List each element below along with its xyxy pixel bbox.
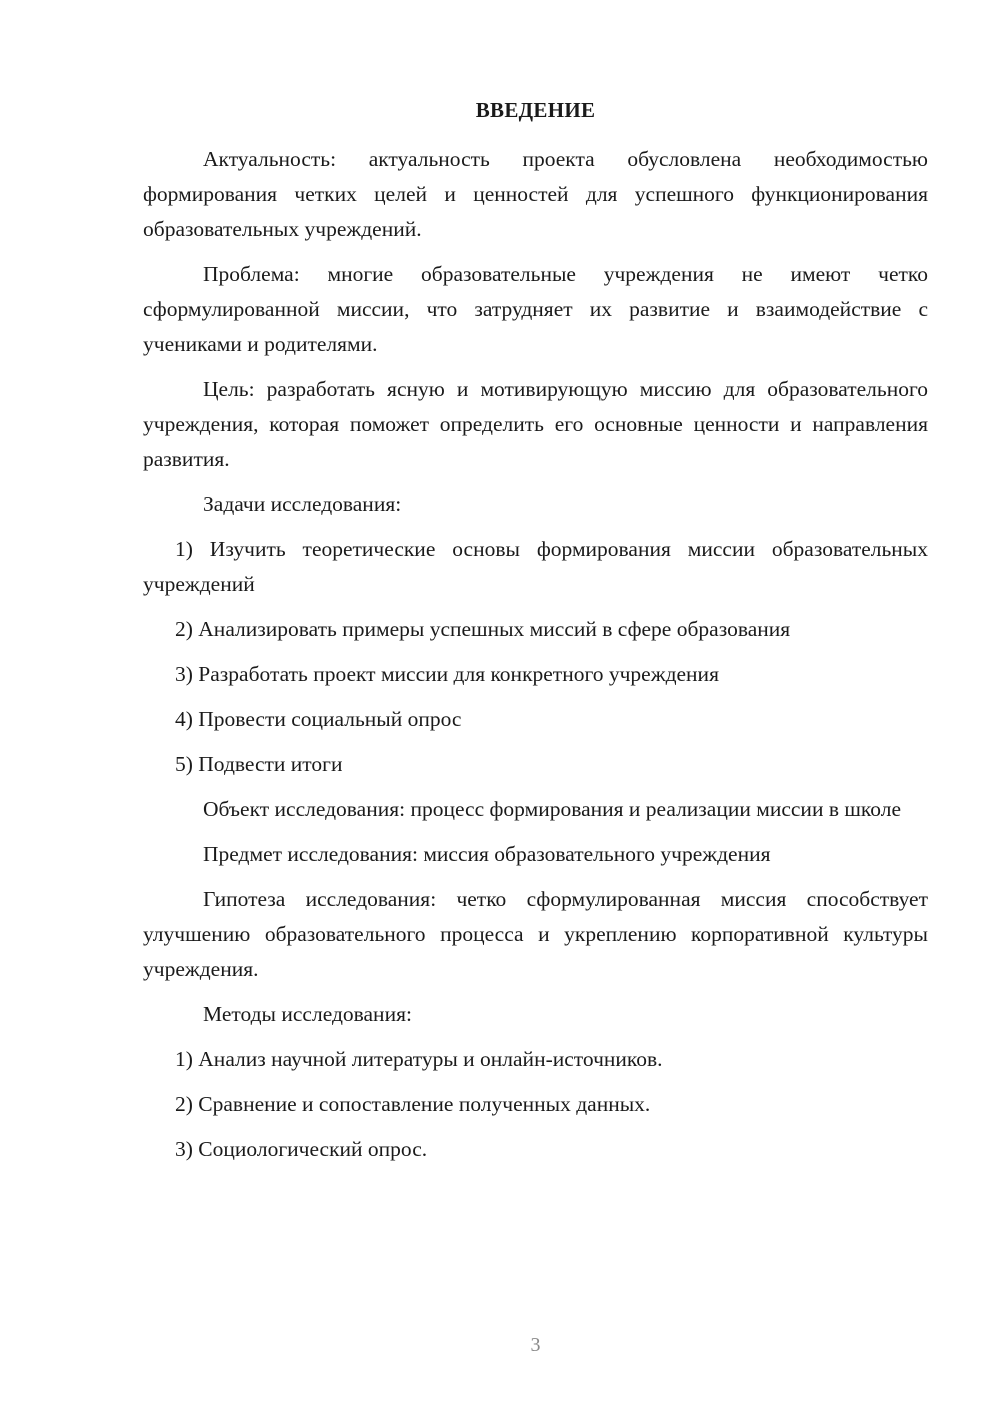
paragraph-goal: Цель: разработать ясную и мотивирующую миссию для образовательного учреждения, которая поможет определить его основные ценности и направления развития. bbox=[143, 377, 928, 471]
paragraph-problem: Проблема: многие образовательные учреждения не имеют четко сформулированной миссии, что затрудняет их развитие и взаимодействие с учениками и родителями. bbox=[143, 262, 928, 356]
document-body bbox=[143, 142, 928, 1177]
paragraph-relevance: Актуальность: актуальность проекта обусловлена необходимостью формирования четких целей и ценностей для успешного функционирования образовательных учреждений. bbox=[143, 147, 928, 241]
paragraph-hypothesis: Гипотеза исследования: четко сформулированная миссия способствует улучшению образовательного процесса и укреплению корпоративной культуры учреждения. bbox=[143, 887, 928, 981]
task-item-1: 1) Изучить теоретические основы формирования миссии образовательных учреждений bbox=[143, 537, 928, 596]
methods-heading: Методы исследования: bbox=[203, 1002, 412, 1026]
page-number: 3 bbox=[530, 1334, 541, 1356]
paragraph-subject: Предмет исследования: миссия образовательного учреждения bbox=[203, 842, 771, 866]
tasks-heading: Задачи исследования: bbox=[203, 492, 402, 516]
document-title: ВВЕДЕНИЕ bbox=[475, 98, 596, 122]
method-item-3: 3) Социологический опрос. bbox=[175, 1137, 428, 1161]
task-item-5: 5) Подвести итоги bbox=[175, 752, 343, 776]
method-item-1: 1) Анализ научной литературы и онлайн-источников. bbox=[175, 1047, 663, 1071]
task-item-2: 2) Анализировать примеры успешных миссий в сфере образования bbox=[175, 617, 791, 641]
method-item-2: 2) Сравнение и сопоставление полученных данных. bbox=[175, 1092, 651, 1116]
task-item-4: 4) Провести социальный опрос bbox=[175, 707, 462, 731]
document-page bbox=[143, 0, 928, 1414]
paragraph-object: Объект исследования: процесс формирования и реализации миссии в школе bbox=[203, 797, 901, 821]
task-item-3: 3) Разработать проект миссии для конкретного учреждения bbox=[175, 662, 719, 686]
